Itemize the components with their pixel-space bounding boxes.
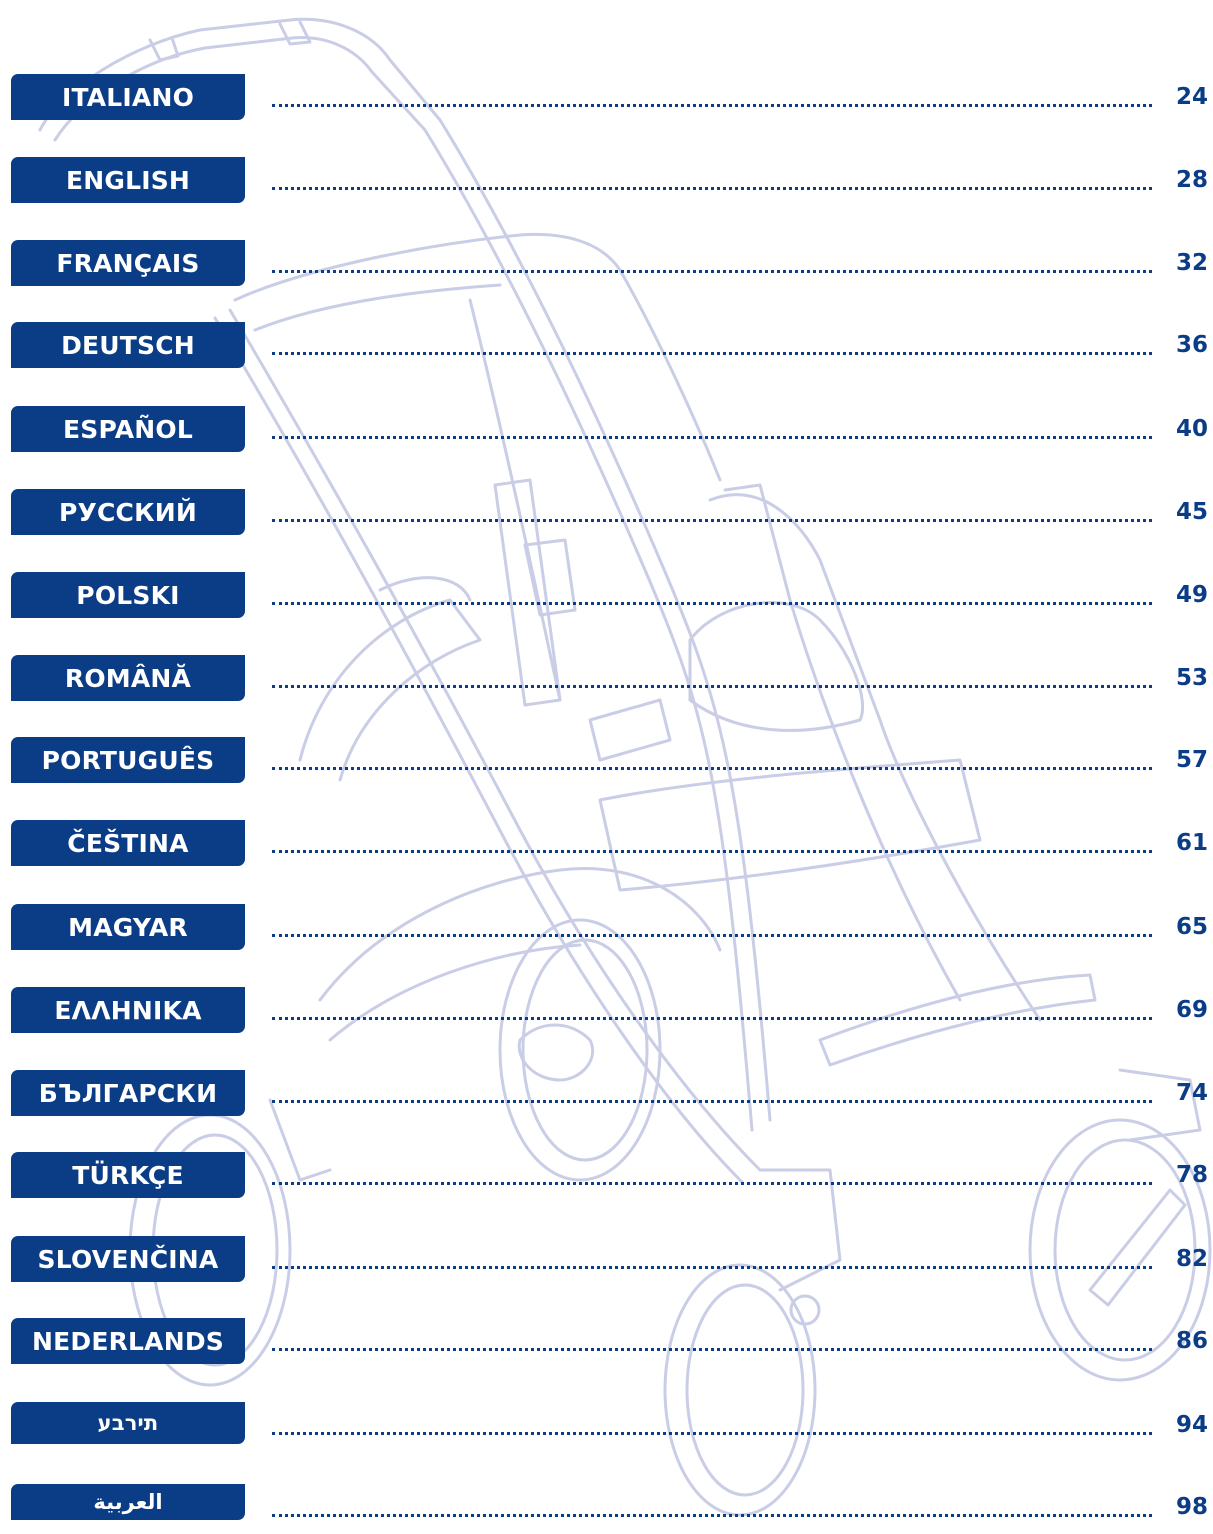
toc-row-cestina[interactable] [0,820,1213,870]
language-badge [11,1152,245,1198]
language-label: NEDERLANDS [31,1326,225,1356]
language-label: תירבע [97,1411,159,1435]
toc-row-portugues[interactable] [0,737,1213,787]
dot-leader [272,685,1152,688]
language-badge [11,406,245,452]
toc-row-bulgarian[interactable] [0,1070,1213,1120]
toc-row-deutsch[interactable] [0,322,1213,372]
dot-leader [272,1182,1152,1185]
page-number: 57 [1175,747,1208,773]
language-badge [11,572,245,618]
page-number: 82 [1175,1246,1208,1272]
page-number: 53 [1175,665,1208,691]
language-label: ΕΛΛΗΝΙΚΑ [54,995,202,1025]
page-number: 32 [1175,250,1208,276]
dot-leader [272,1100,1152,1103]
language-badge [11,904,245,950]
language-badge [11,1402,245,1444]
language-badge [11,489,245,535]
language-label: DEUTSCH [61,330,195,360]
language-label: ESPAÑOL [63,414,193,444]
dot-leader [272,1348,1152,1351]
toc-row-english[interactable] [0,157,1213,207]
language-badge [11,820,245,866]
toc-row-arabic[interactable] [0,1484,1213,1534]
toc-row-italiano[interactable] [0,74,1213,124]
language-badge [11,240,245,286]
language-label: FRANÇAIS [56,248,200,278]
dot-leader [272,352,1152,355]
toc-row-greek[interactable] [0,987,1213,1037]
toc-row-turkce[interactable] [0,1152,1213,1202]
toc-row-espanol[interactable] [0,406,1213,456]
language-badge [11,1070,245,1116]
language-label: MAGYAR [68,912,188,942]
language-label: ROMÂNĂ [64,663,192,693]
page-number: 86 [1175,1328,1208,1354]
toc-row-hebrew[interactable] [0,1402,1213,1452]
dot-leader [272,270,1152,273]
toc-row-francais[interactable] [0,240,1213,290]
language-label: SLOVENČINA [37,1244,219,1274]
language-badge [11,157,245,203]
dot-leader [272,850,1152,853]
page-number: 24 [1175,84,1208,110]
language-label: POLSKI [76,580,180,610]
dot-leader [272,767,1152,770]
language-badge [11,655,245,701]
dot-leader [272,1266,1152,1269]
language-label: ITALIANO [61,82,195,112]
toc-row-romana[interactable] [0,655,1213,705]
language-badge [11,737,245,783]
language-badge [11,74,245,120]
dot-leader [272,436,1152,439]
dot-leader [272,1017,1152,1020]
language-badge [11,1484,245,1520]
language-label: PORTUGUÊS [41,745,215,775]
language-badge [11,1318,245,1364]
dot-leader [272,602,1152,605]
toc-row-nederlands[interactable] [0,1318,1213,1368]
language-label: РУССКИЙ [59,497,197,527]
page-number: 78 [1175,1162,1208,1188]
page-number: 45 [1175,499,1208,525]
language-badge [11,987,245,1033]
dot-leader [272,1432,1152,1435]
language-badge [11,322,245,368]
toc-row-magyar[interactable] [0,904,1213,954]
language-label: TÜRKÇE [72,1160,184,1190]
page-number: 61 [1175,830,1208,856]
language-badge [11,1236,245,1282]
page-number: 28 [1175,167,1208,193]
toc-row-slovencina[interactable] [0,1236,1213,1286]
dot-leader [272,519,1152,522]
page-number: 49 [1175,582,1208,608]
dot-leader [272,1514,1152,1517]
language-label: العربية [93,1490,163,1514]
page-number: 40 [1175,416,1208,442]
page-number: 65 [1175,914,1208,940]
language-label: ENGLISH [65,165,191,195]
language-label: ČEŠTINA [67,828,189,858]
page-number: 74 [1175,1080,1208,1106]
toc-row-russian[interactable] [0,489,1213,539]
page-number: 69 [1175,997,1208,1023]
page-number: 36 [1175,332,1208,358]
dot-leader [272,104,1152,107]
dot-leader [272,187,1152,190]
language-label: БЪЛГАРСКИ [38,1078,218,1108]
page-number: 98 [1175,1494,1208,1520]
dot-leader [272,934,1152,937]
toc-row-polski[interactable] [0,572,1213,622]
page-number: 94 [1175,1412,1208,1438]
